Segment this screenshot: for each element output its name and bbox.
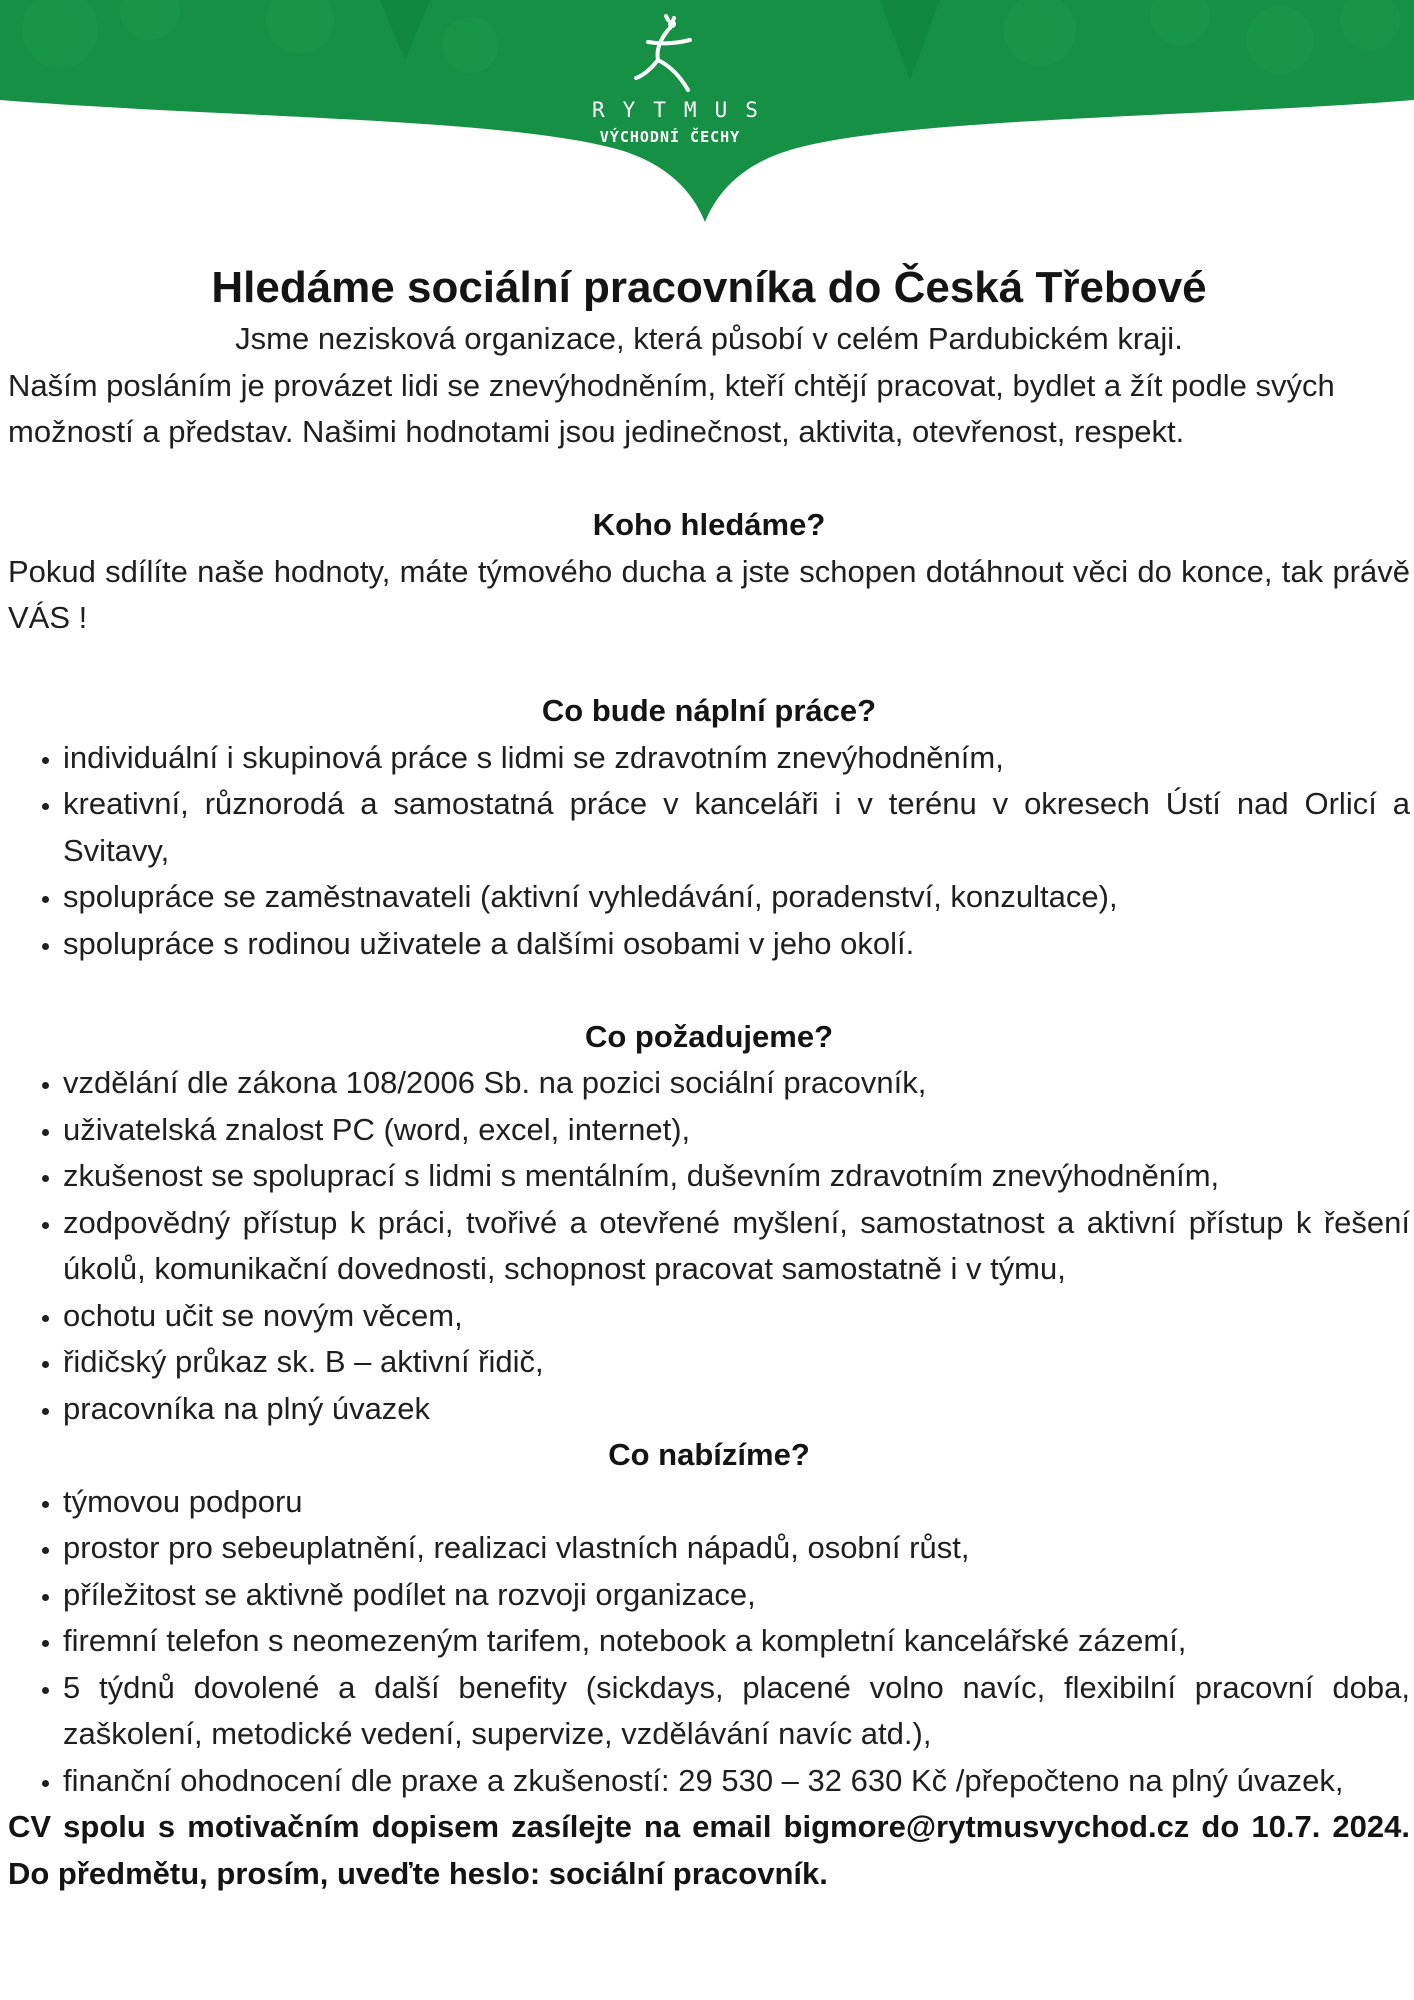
list-item: • ochotu učit se novým věcem, <box>63 1293 1410 1340</box>
spacer <box>8 967 1410 1014</box>
list-item: • vzdělání dle zákona 108/2006 Sb. na pozici sociální pracovník, <box>63 1060 1410 1107</box>
duties-list <box>8 735 1410 968</box>
list-item: • kreativní, různorodá a samostatná práce v kanceláři i v terénu v okresech Ústí nad Orlicí a Svitavy, <box>63 781 1410 874</box>
header-banner <box>0 0 1414 240</box>
mission-paragraph: Naším posláním je provázet lidi se znevýhodněním, kteří chtějí pracovat, bydlet a žít podle svých možností a představ. Našimi hodnotami jsou jedinečnost, aktivita, otevřenost, respekt. <box>8 367 1335 449</box>
list-item: • řidičský průkaz sk. B – aktivní řidič, <box>63 1339 1410 1386</box>
list-item: • zodpovědný přístup k práci, tvořivé a otevřené myšlení, samostatnost a aktivní přístup k řešení úkolů, komunikační dovednosti, schopnost pracovat samostatně i v týmu, <box>63 1200 1410 1293</box>
list-item: • spolupráce se zaměstnavateli (aktivní vyhledávání, poradenství, konzultace), <box>63 874 1410 921</box>
list-item: • týmovou podporu <box>63 1479 1410 1526</box>
list-item: • firemní telefon s neomezeným tarifem, notebook a kompletní kancelářské zázemí, <box>63 1618 1410 1665</box>
duties-heading: Co bude náplní práce? <box>541 693 877 728</box>
logo-subtitle: VÝCHODNÍ ČECHY <box>599 128 741 146</box>
spacer <box>8 642 1410 689</box>
application-instructions: CV spolu s motivačním dopisem zasílejte na email bigmore@rytmusvychod.cz do 10.7. 2024. Do předmětu, prosím, uveďte heslo: sociální pracovník. <box>8 1809 1410 1891</box>
who-paragraph: Pokud sdílíte naše hodnoty, máte týmového ducha a jste schopen dotáhnout věci do konce, tak právě VÁS ! <box>8 553 1410 635</box>
list-item: • finanční ohodnocení dle praxe a zkušeností: 29 530 – 32 630 Kč /přepočteno na plný úvazek, <box>63 1758 1410 1805</box>
who-heading: Koho hledáme? <box>592 507 826 542</box>
spacer <box>8 456 1410 503</box>
logo-name: RYTMUS <box>592 98 776 122</box>
list-item: • prostor pro sebeuplatnění, realizaci vlastních nápadů, osobní růst, <box>63 1525 1410 1572</box>
list-item: • zkušenost se spoluprací s lidmi s mentálním, duševním zdravotním znevýhodněním, <box>63 1153 1410 1200</box>
list-item: • 5 týdnů dovolené a další benefity (sickdays, placené volno navíc, flexibilní pracovní doba, zaškolení, metodické vedení, supervize, vzdělávání navíc atd.), <box>63 1665 1410 1758</box>
requirements-heading: Co požadujeme? <box>584 1018 833 1054</box>
list-item: • uživatelská znalost PC (word, excel, internet), <box>63 1107 1410 1154</box>
offer-list <box>8 1479 1410 1805</box>
page-title: Hledáme sociální pracovníka do Česká Třebové <box>211 263 1207 312</box>
intro-line: Jsme nezisková organizace, která působí v celém Pardubickém kraji. <box>235 321 1183 356</box>
list-item: • pracovníka na plný úvazek <box>63 1386 1410 1433</box>
running-figure-icon <box>630 10 710 100</box>
job-posting <box>8 262 1410 1897</box>
list-item: • spolupráce s rodinou uživatele a dalšími osobami v jeho okolí. <box>63 921 1410 968</box>
list-item: • individuální i skupinová práce s lidmi se zdravotním znevýhodněním, <box>63 735 1410 782</box>
requirements-list <box>8 1060 1410 1432</box>
list-item: • příležitost se aktivně podílet na rozvoji organizace, <box>63 1572 1410 1619</box>
offer-heading: Co nabízíme? <box>608 1437 810 1472</box>
rytmus-logo <box>580 10 776 150</box>
